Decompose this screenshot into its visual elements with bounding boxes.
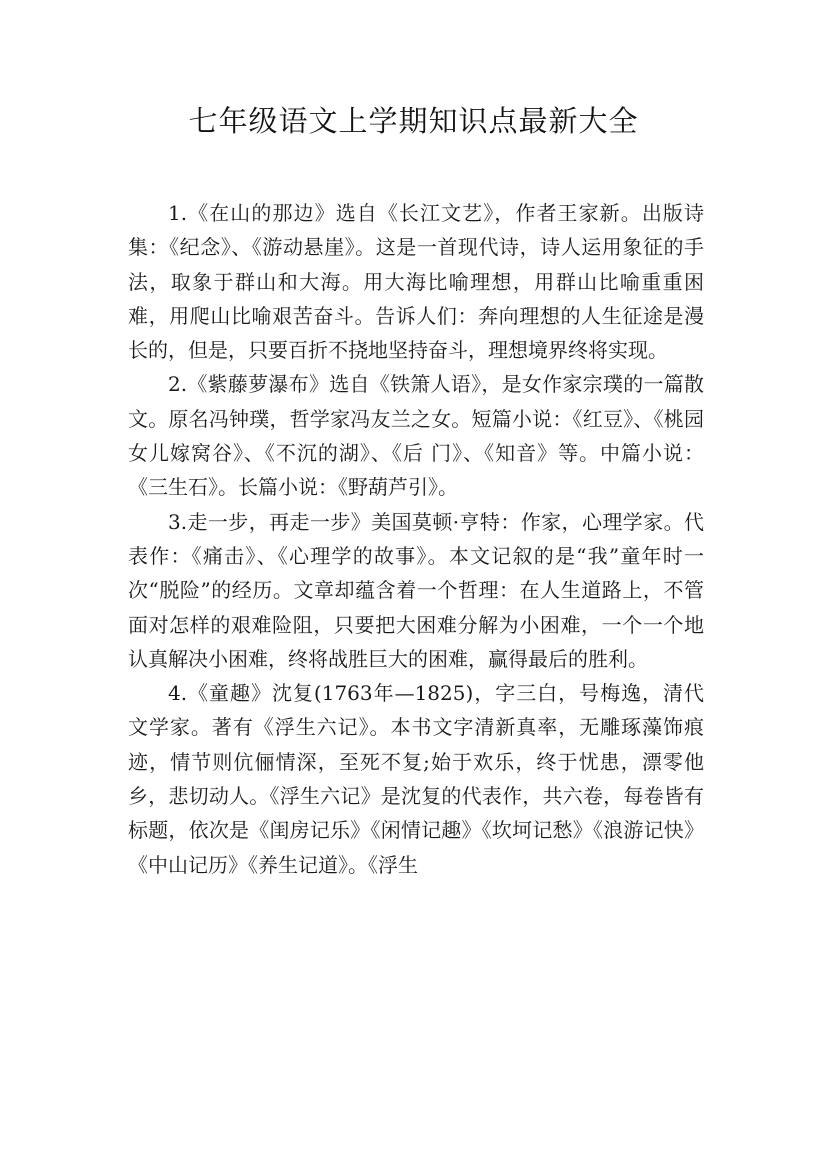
paragraph-4: 4.《童趣》沈复(1763年—1825)，字三白，号梅逸，清代文学家。著有《浮生六记》。本书文字清新真率，无雕琢藻饰痕迹，情节则伉俪情深，至死不复;始于欢乐，终于忧患，漂零他乡，悲切动人。《浮生六记》是沈复的代表作，共六卷，每卷皆有标题，依次是《闺房记乐》《闲情记趣》《坎坷记愁》《浪游记快》《中山记历》《养生记道》。《浮生 xyxy=(128,681,704,877)
document-title: 七年级语文上学期知识点最新大全 xyxy=(188,104,639,138)
paragraph-3: 3.走一步，再走一步》美国莫顿·亨特：作家，心理学家。代表作：《痛击》、《心理学的故事》。本文记叙的是“我”童年时一次“脱险”的经历。文章却蕴含着一个哲理：在人生道路上，不管面对怎样的艰难险阻，只要把大困难分解为小困难，一个一个地认真解决小困难，终将战胜巨大的困难，赢得最后的胜利。 xyxy=(128,509,704,671)
paragraph-1: 1.《在山的那边》选自《长江文艺》，作者王家新。出版诗集：《纪念》、《游动悬崖》。这是一首现代诗，诗人运用象征的手法，取象于群山和大海。用大海比喻理想，用群山比喻重重困难，用爬山比喻艰苦奋斗。告诉人们：奔向理想的人生征途是漫长的，但是，只要百折不挠地坚持奋斗，理想境界终将实现。 xyxy=(128,201,704,363)
document-body xyxy=(128,196,704,882)
paragraph-2: 2.《紫藤萝瀑布》选自《铁箫人语》，是女作家宗璞的一篇散文。原名冯钟璞，哲学家冯友兰之女。短篇小说：《红豆》、《桃园女儿嫁窝谷》、《不沉的湖》、《后 门》、《知音》等。中篇小说：《三生石》。长篇小说：《野葫芦引》。 xyxy=(128,372,704,500)
